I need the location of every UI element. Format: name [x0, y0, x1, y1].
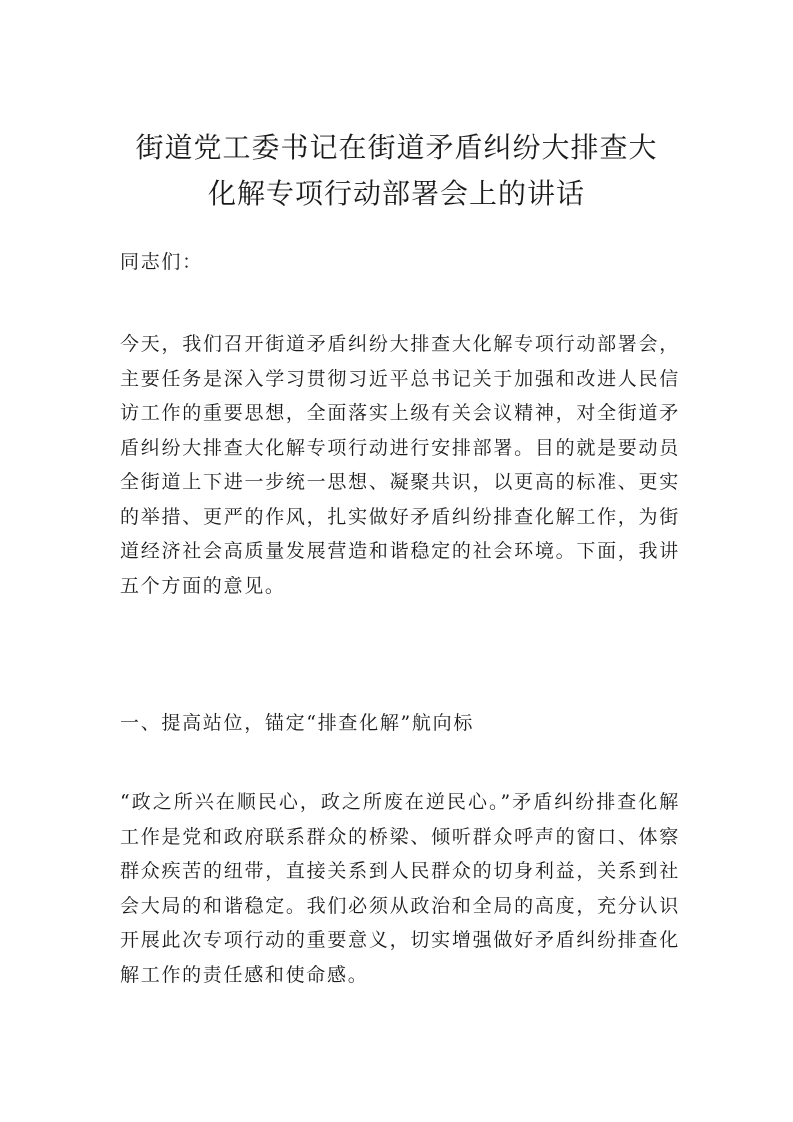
- paragraph-intro: 今天，我们召开街道矛盾纠纷大排查大化解专项行动部署会，主要任务是深入学习贯彻习近平总书记关于加强和改进人民信访工作的重要思想，全面落实上级有关会议精神，对全街道矛盾纠纷大排查大化解专项行动进行安排部署。目的就是要动员全街道上下进一步统一思想、凝聚共识，以更高的标准、更实的举措、更严的作风，扎实做好矛盾纠纷排查化解工作，为街道经济社会高质量发展营造和谐稳定的社会环境。下面，我讲五个方面的意见。: [120, 333, 680, 597]
- paragraph-section-1: “政之所兴在顺民心，政之所废在逆民心。”矛盾纠纷排查化解工作是党和政府联系群众的桥梁、倾听群众呼声的窗口、体察群众疾苦的纽带，直接关系到人民群众的切身利益，关系到社会大局的和谐稳定。我们必须从政治和全局的高度，充分认识开展此次专项行动的重要意义，切实增强做好矛盾纠纷排查化解工作的责任感和使命感。: [120, 791, 680, 986]
- title-line-1: 街道党工委书记在街道矛盾纠纷大排查大: [135, 131, 658, 164]
- section-heading-1: 一、提高站位，锚定“排查化解”航向标: [120, 712, 475, 734]
- document-title: [100, 125, 693, 217]
- title-line-2: 化解专项行动部署会上的讲话: [207, 177, 585, 210]
- greeting: 同志们：: [120, 251, 203, 273]
